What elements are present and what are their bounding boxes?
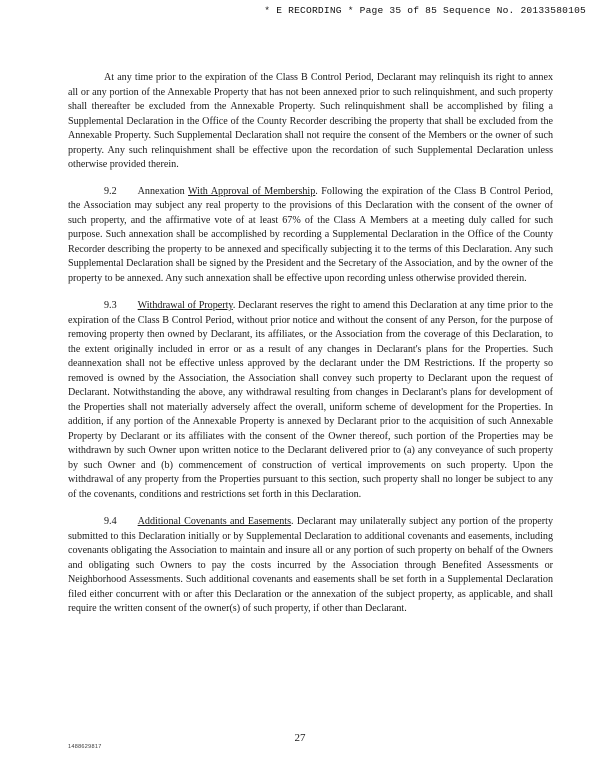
section-title: Additional Covenants and Easements: [137, 516, 292, 527]
section-text: . Declarant reserves the right to amend this Declaration at any time prior to the expiration of the Class B Control Period, without prior notice and without the consent of any Person, for the purpose of removing property then owned by Declarant, its affiliates, or the Association from the coverage of this Declaration, to the extent originally included in error or as a result of any changes in Declarant's plans for the Properties. Such deannexation shall not be effective unless approved by the declarant under the DM Restrictions. If the property so removed is owned by the Association, the Association shall convey such property to Declarant upon the request of Declarant. Notwithstanding the above, any withdrawal resulting from changes in Declarant's plans for development of the Properties shall not materially adversely affect the overall, uniform scheme of development for the Properties. In addition, if any portion of the Annexable Property is annexed by Declarant prior to the acquisition of such Annexable Property by Declarant or its affiliates with the consent of the Owner thereof, such portion of the Properties may be withdrawn by such Owner upon written notice to the Declarant delivered prior to (a) any conveyance of such property by such Owner and (b) commencement of construction of vertical improvements on such property. Upon the withdrawal of any property from the Properties pursuant to this section, such property shall no longer be subject to any of the covenants, conditions and restrictions set forth in this Declaration.: [68, 300, 553, 500]
section-text: . Declarant may unilaterally subject any portion of the property submitted to this Declaration initially or by Supplemental Declaration to additional covenants and easements, including covenants obligating the Association to maintain and insure all or any portion of such property on behalf of the Owners and obligating such Owners to pay the costs incurred by the Association through Benefited Assessments or Neighborhood Assessments. Such additional covenants and easements shall be set forth in a Supplemental Declaration filed either concurrent with or after this Declaration or the annexation of the subject property, as applicable, and shall require the written consent of the owner(s) of such property, if other than Declarant.: [68, 516, 553, 614]
paragraph-relinquishment: At any time prior to the expiration of the Class B Control Period, Declarant may relinquish its right to annex all or any portion of the Annexable Property that has not been annexed prior to such relinquishment, and such property shall thereafter be excluded from the Annexable Property. Such relinquishment shall be accomplished by filing a Supplemental Declaration in the Office of the County Recorder describing the property that shall be excluded from the Annexable Property. Such Supplemental Declaration shall not require the consent of the Members or the owner of such property. Any such relinquishment shall be effective upon the recordation of such Supplemental Declaration unless otherwise provided therein.: [68, 72, 553, 170]
section-number: 9.2: [104, 185, 117, 197]
page-number: 27: [294, 732, 306, 744]
section-9-3: [68, 299, 553, 502]
section-9-4: [68, 515, 553, 617]
section-number: 9.4: [104, 516, 117, 527]
document-code: 1488629817: [68, 744, 102, 750]
section-number: 9.3: [104, 300, 117, 311]
section-title: Withdrawal of Property: [137, 300, 233, 311]
document-body: [68, 71, 553, 630]
recording-header: * E RECORDING * Page 35 of 85 Sequence No. 20133580105: [264, 5, 586, 16]
section-text: . Following the expiration of the Class B Control Period, the Association may subject any real property to the provisions of this Declaration with the consent of the owner of such property, and the affirmative vote of at least 67% of the Class A Members at a meeting duly called for such purpose. Such annexation shall be accomplished by recording a Supplemental Declaration in the Office of the County Recorder describing the property to be annexed and specifically subjecting it to the terms of this Declaration. Any such Supplemental Declaration shall be signed by the President and the Secretary of the Association, and by the owner of the property to be annexed. Any such annexation shall be effective upon recording unless otherwise provided therein.: [68, 185, 554, 284]
section-title-plain: Annexation: [137, 185, 185, 197]
section-9-2: [68, 185, 553, 287]
section-title: With Approval of Membership: [188, 185, 316, 197]
